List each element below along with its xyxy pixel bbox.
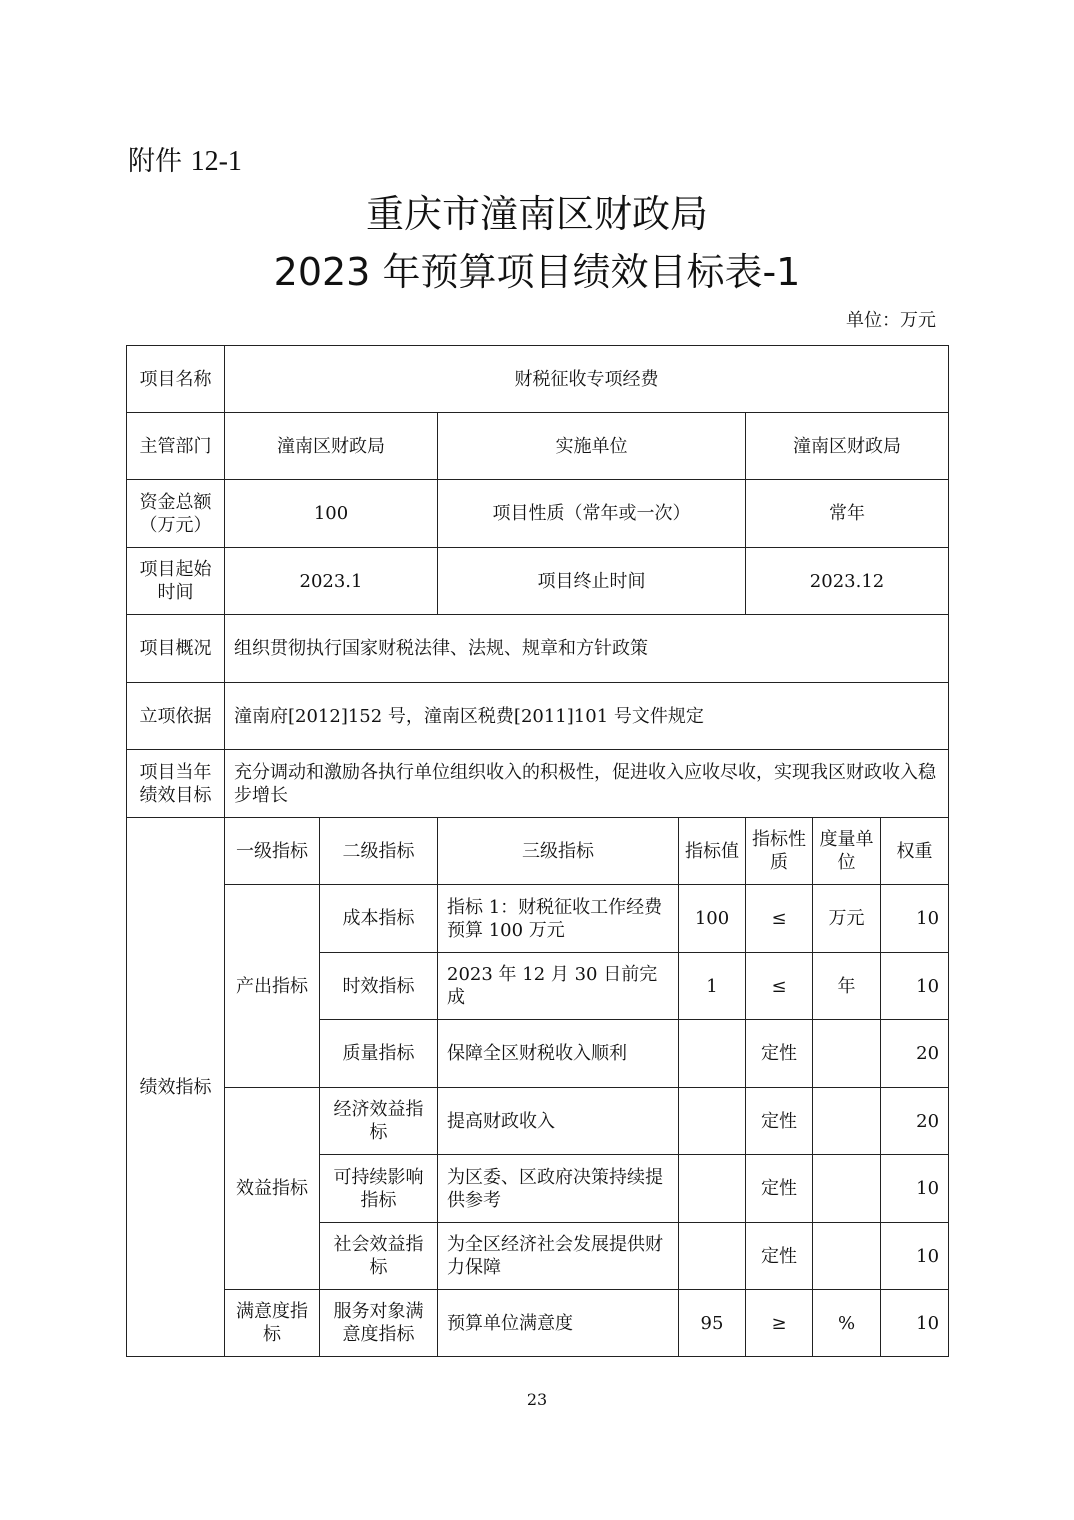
- cell-label-end: 项目终止时间: [438, 548, 746, 615]
- cell-l3: 提高财政收入: [438, 1088, 679, 1155]
- header-level1: 一级指标: [225, 818, 320, 885]
- performance-goal-table: [126, 345, 949, 1357]
- cell-goal: 充分调动和激励各执行单位组织收入的积极性，促进收入应收尽收，实现我区财政收入稳步增长: [225, 750, 949, 818]
- table-row: [127, 1088, 949, 1155]
- cell-nature: 定性: [746, 1088, 813, 1155]
- cell-label-impl: 实施单位: [438, 413, 746, 480]
- header-nature: 指标性质: [746, 818, 813, 885]
- cell-dept: 潼南区财政局: [225, 413, 438, 480]
- row-time: [127, 548, 949, 615]
- cell-nature: 定性: [746, 1223, 813, 1290]
- header-unit: 度量单位: [813, 818, 881, 885]
- cell-label-project-name: 项目名称: [127, 346, 225, 413]
- cell-l3: 2023 年 12 月 30 日前完成: [438, 953, 679, 1020]
- cell-label-basis: 立项依据: [127, 683, 225, 750]
- cell-value: [679, 1155, 746, 1223]
- cell-project-name: 财税征收专项经费: [225, 346, 949, 413]
- cell-start: 2023.1: [225, 548, 438, 615]
- cell-value: [679, 1020, 746, 1088]
- cell-l2: 经济效益指标: [320, 1088, 438, 1155]
- group-output: 产出指标: [225, 885, 320, 1088]
- cell-unit: [813, 1088, 881, 1155]
- cell-l3: 预算单位满意度: [438, 1290, 679, 1357]
- row-fund: [127, 480, 949, 548]
- group-benefit: 效益指标: [225, 1088, 320, 1290]
- page-number: 23: [526, 1390, 548, 1409]
- row-dept: [127, 413, 949, 480]
- cell-l3: 为全区经济社会发展提供财力保障: [438, 1223, 679, 1290]
- cell-value: 100: [679, 885, 746, 953]
- cell-impl: 潼南区财政局: [746, 413, 949, 480]
- title-org: 重庆市潼南区财政局: [365, 192, 708, 236]
- cell-unit: 年: [813, 953, 881, 1020]
- row-project-name: [127, 346, 949, 413]
- row-goal: [127, 750, 949, 818]
- cell-nature: 定性: [746, 1155, 813, 1223]
- cell-unit: %: [813, 1290, 881, 1357]
- cell-l3: 指标 1：财税征收工作经费预算 100 万元: [438, 885, 679, 953]
- cell-nature: ≤: [746, 885, 813, 953]
- cell-l2: 可持续影响指标: [320, 1155, 438, 1223]
- cell-value: [679, 1088, 746, 1155]
- cell-label-goal: 项目当年绩效目标: [127, 750, 225, 818]
- cell-weight: 10: [881, 885, 949, 953]
- cell-nature: 定性: [746, 1020, 813, 1088]
- cell-label-perf: 绩效指标: [127, 818, 225, 1357]
- cell-l2: 质量指标: [320, 1020, 438, 1088]
- cell-label-fund: 资金总额（万元）: [127, 480, 225, 548]
- cell-nature: ≥: [746, 1290, 813, 1357]
- table-row: [127, 885, 949, 953]
- cell-unit: [813, 1155, 881, 1223]
- cell-label-dept: 主管部门: [127, 413, 225, 480]
- cell-value: 1: [679, 953, 746, 1020]
- cell-l2: 时效指标: [320, 953, 438, 1020]
- cell-overview: 组织贯彻执行国家财税法律、法规、规章和方针政策: [225, 615, 949, 683]
- cell-nature: 常年: [746, 480, 949, 548]
- cell-nature: ≤: [746, 953, 813, 1020]
- attachment-number: 12-1: [190, 146, 242, 177]
- row-overview: [127, 615, 949, 683]
- cell-l3: 为区委、区政府决策持续提供参考: [438, 1155, 679, 1223]
- cell-unit: [813, 1223, 881, 1290]
- cell-weight: 20: [881, 1020, 949, 1088]
- cell-fund: 100: [225, 480, 438, 548]
- table-row: [127, 1290, 949, 1357]
- cell-l3: 保障全区财税收入顺利: [438, 1020, 679, 1088]
- title-table: 2023 年预算项目绩效目标表-1: [273, 250, 801, 294]
- cell-weight: 10: [881, 1223, 949, 1290]
- cell-weight: 20: [881, 1088, 949, 1155]
- cell-label-nature: 项目性质（常年或一次）: [438, 480, 746, 548]
- attachment-word: 附件: [128, 146, 182, 177]
- cell-unit: [813, 1020, 881, 1088]
- cell-label-start: 项目起始时间: [127, 548, 225, 615]
- cell-l2: 服务对象满意度指标: [320, 1290, 438, 1357]
- cell-l2: 成本指标: [320, 885, 438, 953]
- cell-weight: 10: [881, 1290, 949, 1357]
- cell-end: 2023.12: [746, 548, 949, 615]
- header-weight: 权重: [881, 818, 949, 885]
- cell-value: 95: [679, 1290, 746, 1357]
- row-perf-header: [127, 818, 949, 885]
- cell-value: [679, 1223, 746, 1290]
- cell-label-overview: 项目概况: [127, 615, 225, 683]
- attachment-label: [128, 146, 242, 178]
- header-level3: 三级指标: [438, 818, 679, 885]
- header-value: 指标值: [679, 818, 746, 885]
- cell-weight: 10: [881, 953, 949, 1020]
- header-level2: 二级指标: [320, 818, 438, 885]
- cell-basis: 潼南府[2012]152 号，潼南区税费[2011]101 号文件规定: [225, 683, 949, 750]
- cell-unit: 万元: [813, 885, 881, 953]
- group-satisfaction: 满意度指标: [225, 1290, 320, 1357]
- unit-note: 单位：万元: [846, 310, 936, 331]
- cell-weight: 10: [881, 1155, 949, 1223]
- cell-l2: 社会效益指标: [320, 1223, 438, 1290]
- row-basis: [127, 683, 949, 750]
